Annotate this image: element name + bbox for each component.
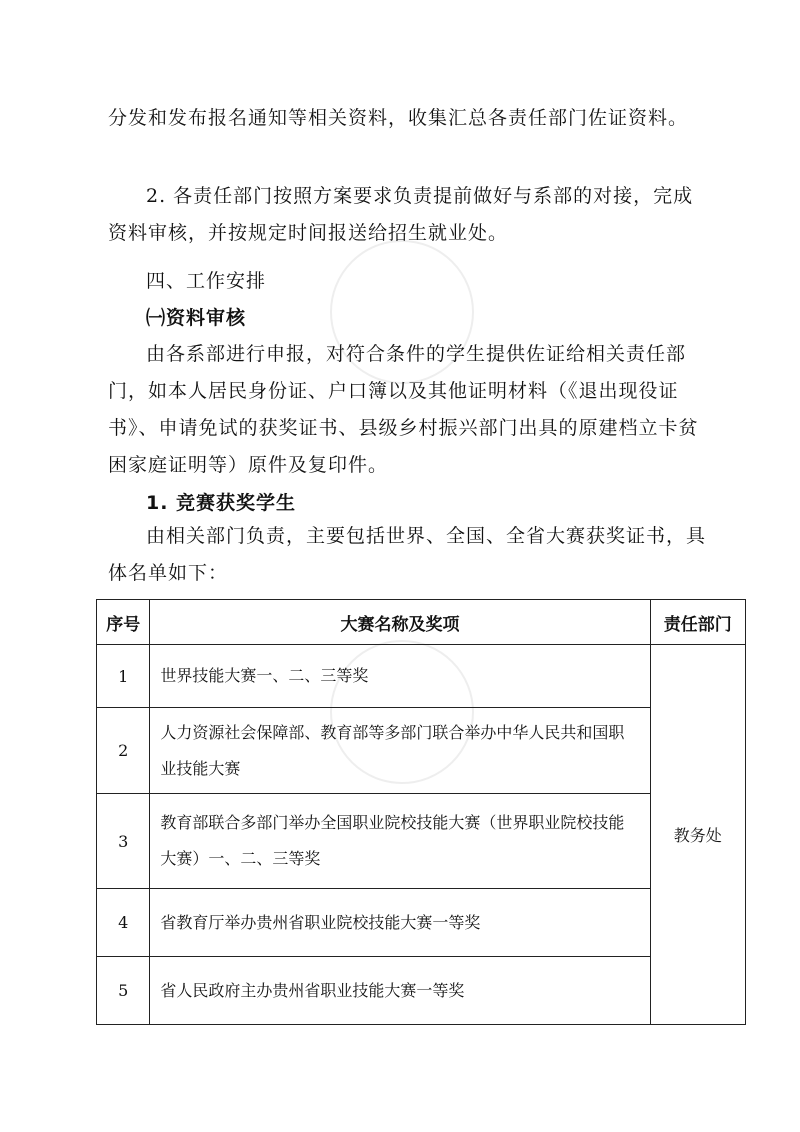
row-number: 2 bbox=[97, 708, 150, 794]
row-competition: 世界技能大赛一、二、三等奖 bbox=[150, 645, 650, 708]
paragraph-departments: 2. 各责任部门按照方案要求负责提前做好与系部的对接，完成资料审核，并按规定时间报送给招生就业处。 bbox=[108, 185, 694, 244]
row-competition: 人力资源社会保障部、教育部等多部门联合举办中华人民共和国职业技能大赛 bbox=[150, 708, 650, 794]
table-row bbox=[97, 645, 746, 708]
paragraph-list-intro: 由相关部门负责，主要包括世界、全国、全省大赛获奖证书，具体名单如下： bbox=[108, 525, 707, 584]
header-competition: 大赛名称及奖项 bbox=[150, 600, 650, 645]
table-row bbox=[97, 708, 746, 794]
row-number: 5 bbox=[97, 957, 150, 1025]
section-heading: 四、工作安排 bbox=[146, 270, 267, 292]
subsection-heading: ㈠资料审核 bbox=[146, 307, 247, 329]
row-competition: 教育部联合多部门举办全国职业院校技能大赛（世界职业院校技能大赛）一、二、三等奖 bbox=[150, 794, 650, 889]
paragraph-distribute: 分发和发布报名通知等相关资料，收集汇总各责任部门佐证资料。 bbox=[108, 107, 689, 129]
table-header-row bbox=[97, 600, 746, 645]
row-number: 1 bbox=[97, 645, 150, 708]
table-row bbox=[97, 957, 746, 1025]
item-heading: 1. 竞赛获奖学生 bbox=[146, 492, 297, 514]
awards-table bbox=[96, 599, 746, 1025]
table-row bbox=[97, 794, 746, 889]
paragraph-review: 由各系部进行申报，对符合条件的学生提供佐证给相关责任部门，如本人居民身份证、户口簿以及其他证明材料（《退出现役证书》、申请免试的获奖证书、县级乡村振兴部门出具的原建档立卡贫困家庭证明等）原件及复印件。 bbox=[108, 343, 699, 476]
row-number: 4 bbox=[97, 889, 150, 957]
header-number: 序号 bbox=[97, 600, 150, 645]
table-row bbox=[97, 889, 746, 957]
responsible-department: 教务处 bbox=[650, 645, 746, 1025]
row-competition: 省教育厅举办贵州省职业院校技能大赛一等奖 bbox=[150, 889, 650, 957]
row-competition: 省人民政府主办贵州省职业技能大赛一等奖 bbox=[150, 957, 650, 1025]
row-number: 3 bbox=[97, 794, 150, 889]
header-department: 责任部门 bbox=[650, 600, 746, 645]
